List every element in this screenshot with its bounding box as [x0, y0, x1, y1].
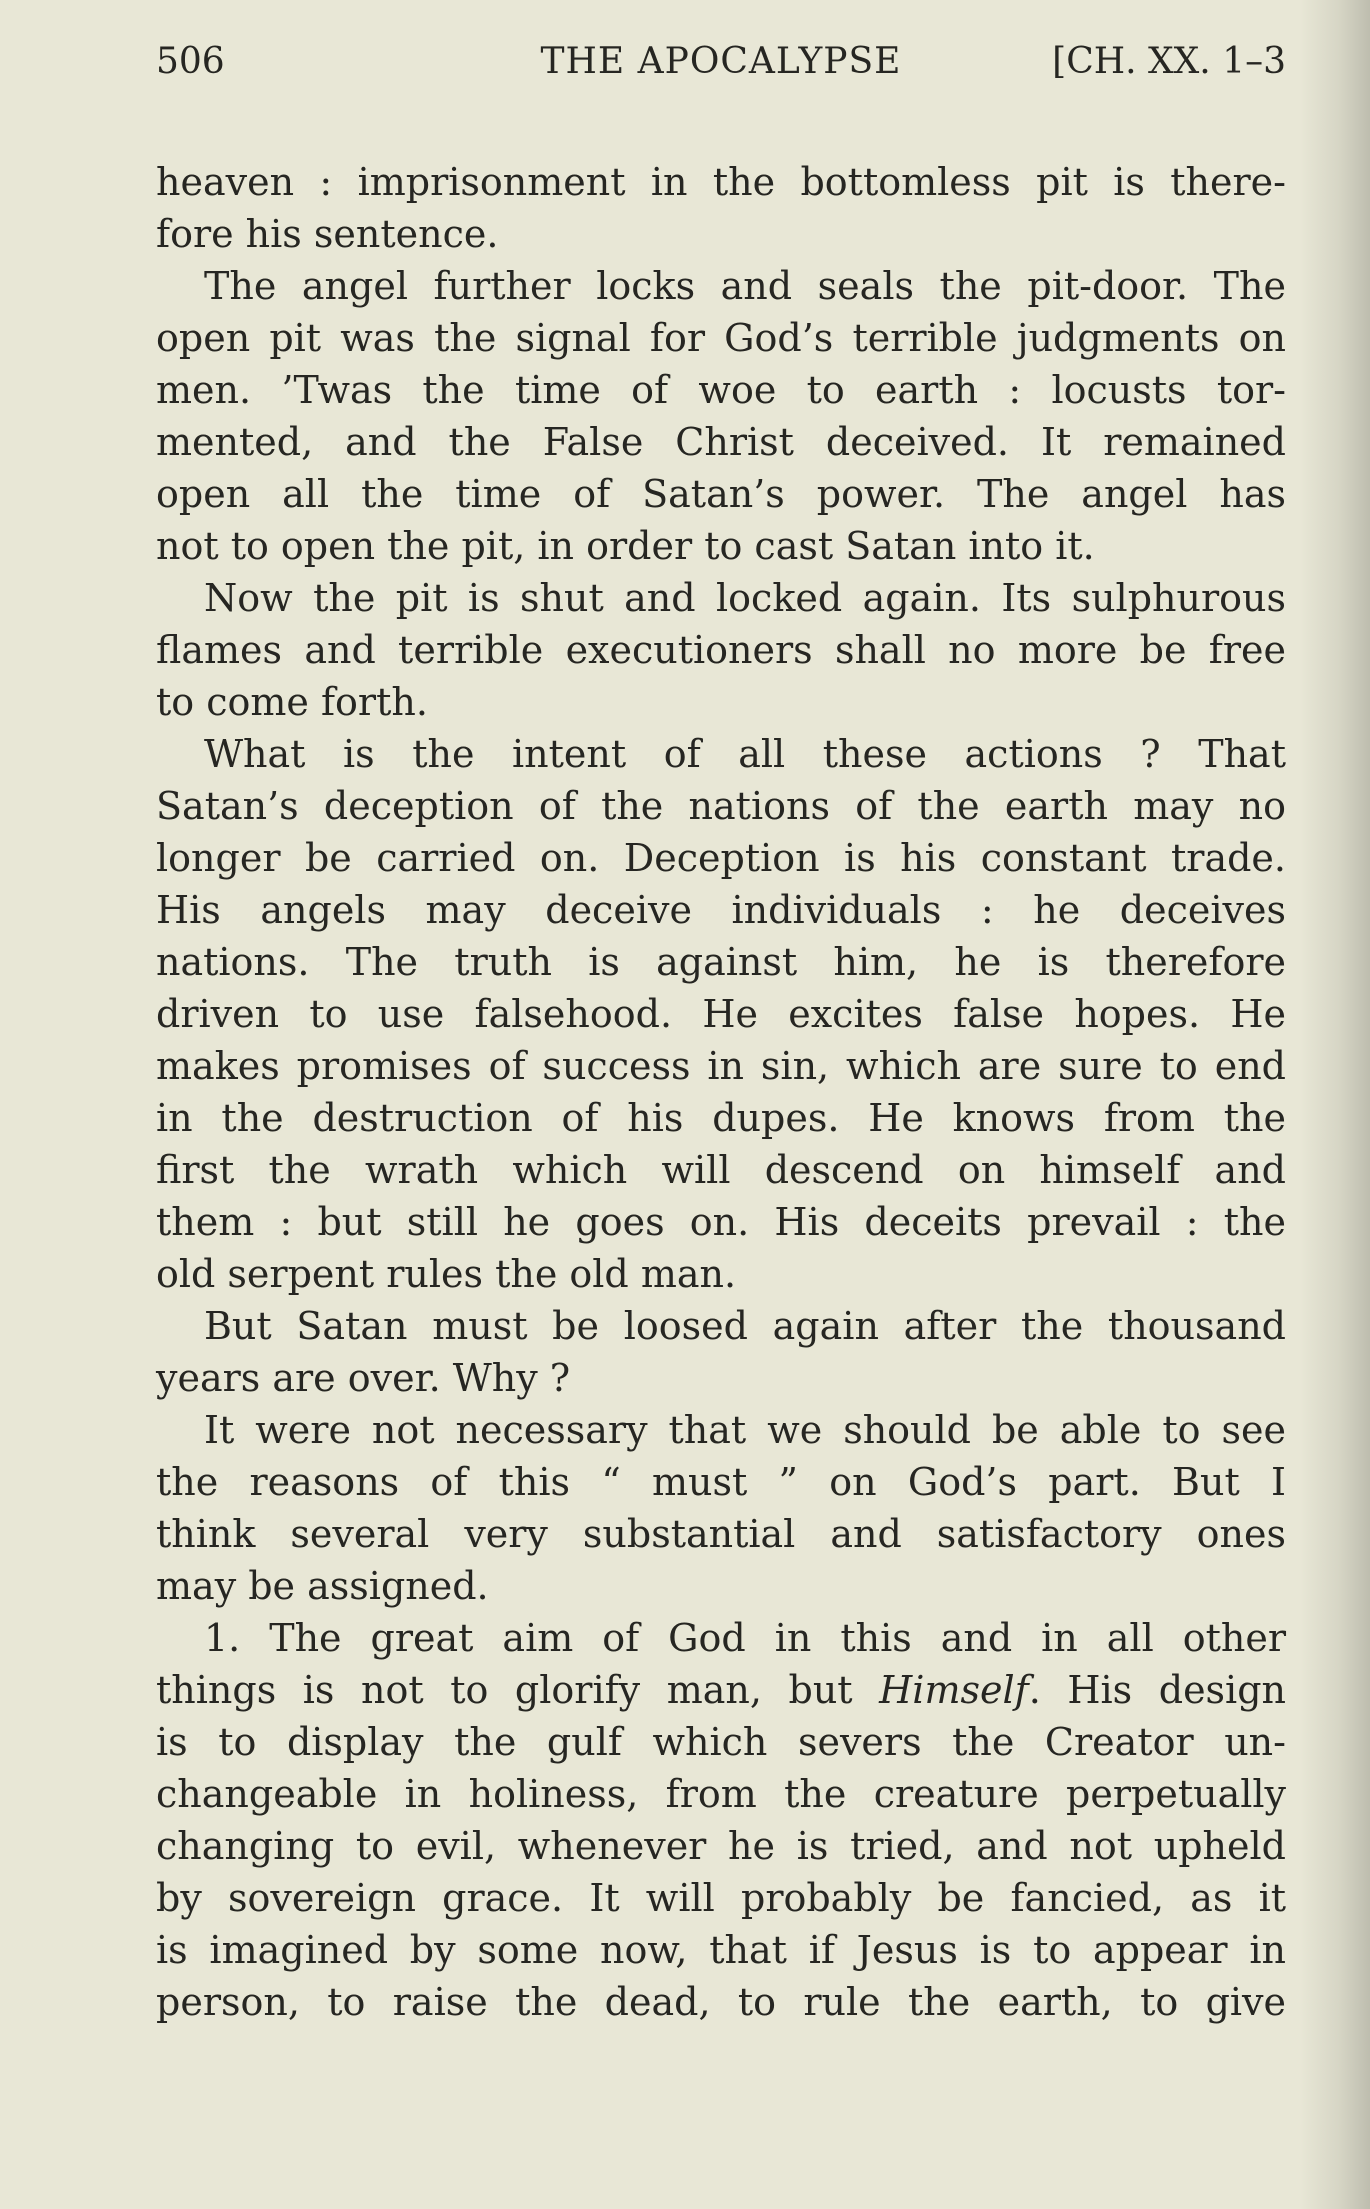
text-line: mented, and the False Christ deceived. It remained: [156, 420, 1286, 464]
text-line: changing to evil, whenever he is tried, and not upheld: [156, 1824, 1286, 1868]
text-line: Now the pit is shut and locked again. Its sulphurous: [204, 576, 1286, 620]
chapter-reference: [CH. XX. 1–3: [1052, 41, 1286, 82]
text-line: is to display the gulf which severs the Creator un-: [156, 1720, 1286, 1764]
emphasis-text: Himself: [879, 1668, 1029, 1712]
text-line: is imagined by some now, that if Jesus is to appear in: [156, 1928, 1286, 1972]
book-title: THE APOCALYPSE: [540, 41, 902, 82]
text-line: in the destruction of his dupes. He knows from the: [156, 1096, 1286, 1140]
text-line: old serpent rules the old man.: [156, 1252, 737, 1296]
text-line: But Satan must be loosed again after the thousand: [204, 1304, 1286, 1348]
text-line: them : but still he goes on. His deceits prevail : the: [156, 1200, 1286, 1244]
text-line: flames and terrible executioners shall no more be free: [156, 628, 1286, 672]
text-line: years are over. Why ?: [156, 1356, 571, 1400]
text-line: open pit was the signal for God’s terrible judgments on: [156, 316, 1286, 360]
page-edge-shadow: [1300, 0, 1370, 2209]
page-content: [156, 36, 1286, 2028]
body-text: [156, 156, 1286, 2028]
text-line: What is the intent of all these actions ? That: [204, 732, 1286, 776]
text-line: may be assigned.: [156, 1564, 489, 1608]
text-line: changeable in holiness, from the creature perpetually: [156, 1772, 1286, 1816]
running-head: [156, 36, 1286, 88]
text-line: fore his sentence.: [156, 212, 499, 256]
text-line: to come forth.: [156, 680, 428, 724]
text-line: not to open the pit, in order to cast Satan into it.: [156, 524, 1095, 568]
text-line: The angel further locks and seals the pit-door. The: [204, 264, 1286, 308]
text-line: heaven : imprisonment in the bottomless pit is there-: [156, 160, 1286, 204]
text-line: think several very substantial and satisfactory ones: [156, 1512, 1286, 1556]
text-line: person, to raise the dead, to rule the earth, to give: [156, 1980, 1286, 2024]
page-number: 506: [156, 41, 225, 82]
text-line: nations. The truth is against him, he is therefore: [156, 940, 1286, 984]
text-line: first the wrath which will descend on himself and: [156, 1148, 1286, 1192]
text-segment: . His design: [1028, 1668, 1287, 1712]
text-line: men. ’Twas the time of woe to earth : locusts tor-: [156, 368, 1286, 412]
text-line: It were not necessary that we should be able to see: [204, 1408, 1286, 1452]
text-line: longer be carried on. Deception is his constant trade.: [156, 836, 1286, 880]
text-segment: things is not to glorify man, but: [156, 1668, 880, 1712]
text-line: by sovereign grace. It will probably be fancied, as it: [156, 1876, 1286, 1920]
text-line: open all the time of Satan’s power. The angel has: [156, 472, 1286, 516]
text-line: the reasons of this “ must ” on God’s part. But I: [156, 1460, 1286, 1504]
text-line: 1. The great aim of God in this and in all other: [204, 1616, 1286, 1660]
text-line: [156, 1664, 1286, 1716]
text-line: makes promises of success in sin, which are sure to end: [156, 1044, 1286, 1088]
text-line: Satan’s deception of the nations of the earth may no: [156, 784, 1286, 828]
text-line: His angels may deceive individuals : he deceives: [156, 888, 1286, 932]
text-line: driven to use falsehood. He excites false hopes. He: [156, 992, 1286, 1036]
